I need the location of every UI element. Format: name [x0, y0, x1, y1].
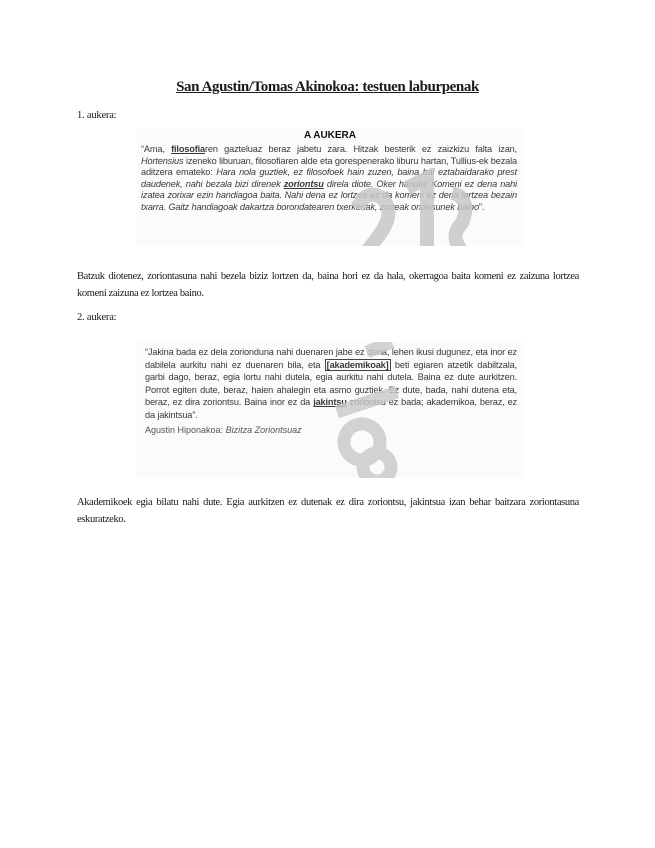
highlight-filosofia: filosofia — [171, 144, 205, 154]
quote-a-heading: A AUKERA — [303, 130, 357, 141]
option-1-label: 1. aukera: — [77, 110, 117, 121]
summary-paragraph-1: Batzuk diotenez, zoriontasuna nahi bezela biziz lortzen da, baina hori ez da hala, okerragoa baita komeni ez zaizuna lortzea komeni zaizuna ez lortzea baino. — [77, 271, 579, 299]
summary-paragraph-2: Akademikoek egia bilatu nahi dute. Egia aurkitzen ez dutenak ez dira zoriontsu, jakintsua izan behar baitzara zoriontasuna eskuratzeko. — [77, 497, 579, 525]
page-title: San Agustin/Tomas Akinokoa: testuen laburpenak — [176, 79, 479, 95]
quote-b-text: “Jakina bada ez dela zorionduna nahi duenaren jabe ez dena, lehen ikusi dugunez, eta inor ez dabilela aurkitu nahi ez duenaren bila, eta [akademikoak] beti egiaren atzetik dabiltzala, garbi dago, beraz, egia lortu nahi dutela, egia aurkitu nahi dutela. Baina ez dute aurkitzen. Porrot egiten dute, beraz, haien ahalegin eta asmo guztiek. Ez dute, bada, nahi dutena eta, beraz, ez dira zoriontsu. Baina inor ez da jakintsu zoriontsu ez bada; akademikoa, beraz, ez da jakintsua”. — [145, 347, 517, 420]
quote-image-a — [137, 128, 523, 246]
quote-b-source: Agustin Hiponakoa: Bizitza Zoriontsuaz — [145, 424, 302, 435]
quote-a-text: “Ama, filosofiaren gazteluaz beraz jabetu zara. Hitzak besterik ez zaizkizu falta izan, Hortensius izeneko liburuan, filosofiaren alde eta gorespenerako liburu hartan, Tullius-ek bezala aditzera emateko: Hara nola guztiek, ez filosofoek hain zuzen, baina bai eztabaidarako prest daudenek, nahi bezala bizi direnek zoriontsu direla diote. Oker handia! Komeni ez dena nahi izatea zorixar ezin handiagoa baita. Nahi dena ez lortzea ez da komeni ez dena lortzea bezain txarra. Gaitz handiagoak dakartza borondatearen txerkeriak, zorteak ondasunek baino”. — [141, 144, 518, 212]
option-2-label: 2. aukera: — [77, 312, 117, 323]
highlight-jakintsu: jakintsu — [313, 397, 347, 408]
quote-image-b — [137, 342, 525, 478]
boxed-akademikoak: [akademikoak] — [326, 359, 389, 370]
highlight-zoriontsu: zoriontsu — [283, 178, 324, 189]
